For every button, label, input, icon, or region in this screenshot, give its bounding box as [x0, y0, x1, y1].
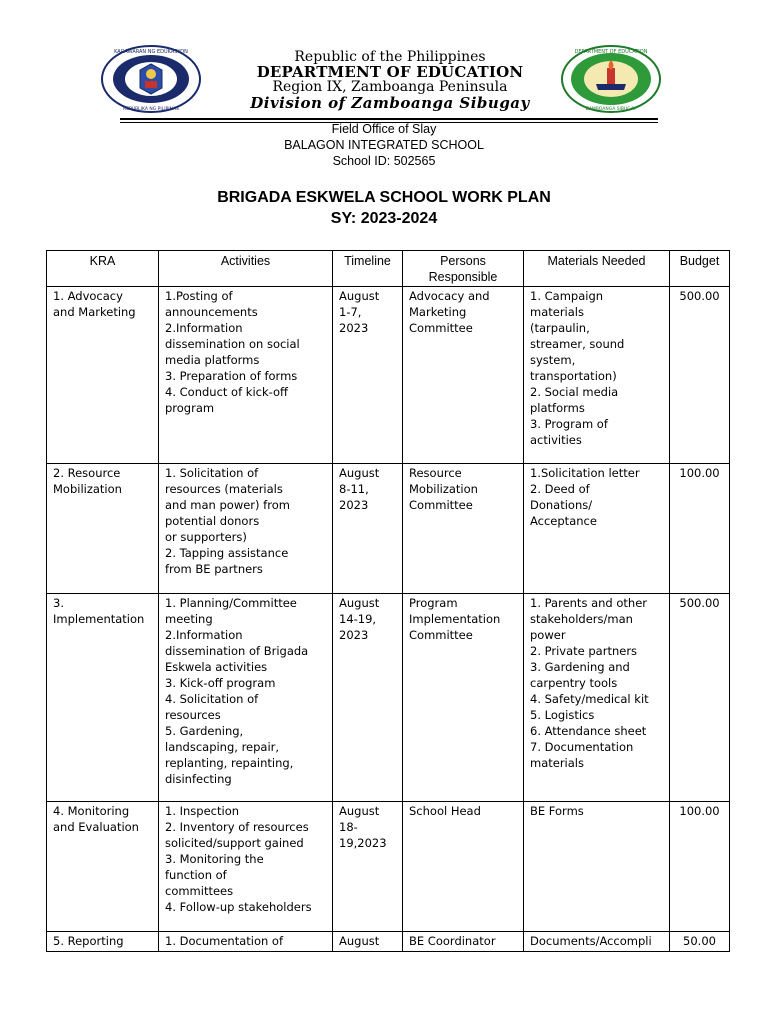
cell-line: materials	[530, 756, 584, 770]
cell-line: August	[339, 934, 380, 948]
materials-cell	[524, 287, 670, 464]
cell-line: 2023	[339, 498, 369, 512]
cell-line: Donations/	[530, 498, 593, 512]
cell-line: 2. Resource	[53, 466, 121, 480]
division-line: Division of Zamboanga Sibugay	[250, 94, 530, 112]
cell-line: 4. Monitoring	[53, 804, 130, 818]
cell-line: resources (materials	[165, 482, 283, 496]
cell-line: Program	[409, 596, 458, 610]
republic-line: Republic of the Philippines	[294, 49, 486, 65]
plan-school-year: SY: 2023-2024	[330, 210, 438, 227]
cell-line: replanting, repainting,	[165, 756, 294, 770]
work-plan-table	[46, 250, 730, 952]
cell-line: 1. Advocacy	[53, 289, 123, 303]
cell-line: August	[339, 596, 380, 610]
header-budget: Budget	[670, 251, 730, 287]
cell-line: from BE partners	[165, 562, 263, 576]
plan-title-main: BRIGADA ESKWELA SCHOOL WORK PLAN	[217, 189, 551, 206]
cell-line: August	[339, 804, 380, 818]
cell-line: 2. Tapping assistance	[165, 546, 289, 560]
cell-line: 1. Planning/Committee	[165, 596, 297, 610]
persons-cell	[403, 594, 524, 802]
cell-line: 1. Parents and other	[530, 596, 648, 610]
cell-line: 1.Posting of	[165, 289, 233, 303]
persons-cell	[403, 287, 524, 464]
materials-cell	[524, 802, 670, 932]
cell-line: or supporters)	[165, 530, 247, 544]
cell-line: BE Coordinator	[409, 934, 496, 948]
cell-line: Documents/Accompli	[530, 934, 652, 948]
budget-cell: 500.00	[670, 287, 730, 464]
cell-line: 2. Inventory of resources	[165, 820, 309, 834]
svg-text:ZAMBOANGA SIBUGAY: ZAMBOANGA SIBUGAY	[585, 107, 637, 112]
cell-line: materials	[530, 305, 584, 319]
materials-cell	[524, 594, 670, 802]
cell-line: function of	[165, 868, 227, 882]
cell-line: resources	[165, 708, 221, 722]
cell-line: 8-11,	[339, 482, 369, 496]
budget-cell: 50.00	[670, 932, 730, 952]
cell-line: 2023	[339, 321, 369, 335]
cell-line: Mobilization	[409, 482, 478, 496]
cell-line: Eskwela activities	[165, 660, 268, 674]
activities-cell	[159, 802, 333, 932]
header-timeline: Timeline	[333, 251, 403, 287]
cell-line: August	[339, 466, 380, 480]
cell-line: 2.Information	[165, 628, 243, 642]
cell-line: 1. Solicitation of	[165, 466, 259, 480]
cell-line: 19,2023	[339, 836, 387, 850]
cell-line: 1.Solicitation letter	[530, 466, 640, 480]
table-row	[47, 932, 730, 952]
deped-seal-logo	[100, 44, 202, 114]
cell-line: Resource	[409, 466, 462, 480]
cell-line: 7. Documentation	[530, 740, 634, 754]
cell-line: 5. Reporting	[53, 934, 124, 948]
cell-line: solicited/support gained	[165, 836, 304, 850]
letterhead	[200, 50, 580, 112]
cell-line: Committee	[409, 628, 473, 642]
school-id: School ID: 502565	[332, 154, 436, 168]
header-activities: Activities	[159, 251, 333, 287]
cell-line: 3. Kick-off program	[165, 676, 276, 690]
svg-text:REPUBLIKA NG PILIPINAS: REPUBLIKA NG PILIPINAS	[123, 107, 179, 112]
activities-cell	[159, 464, 333, 594]
cell-line: 1-7,	[339, 305, 362, 319]
cell-line: BE Forms	[530, 804, 584, 818]
cell-line: School Head	[409, 804, 481, 818]
budget-cell: 500.00	[670, 594, 730, 802]
cell-line: program	[165, 401, 215, 415]
kra-cell	[47, 594, 159, 802]
budget-cell: 100.00	[670, 464, 730, 594]
table-row	[47, 802, 730, 932]
cell-line: Acceptance	[530, 514, 597, 528]
kra-cell	[47, 802, 159, 932]
header-materials-needed: Materials Needed	[524, 251, 670, 287]
cell-line: 6. Attendance sheet	[530, 724, 647, 738]
persons-cell	[403, 932, 524, 952]
cell-line: committees	[165, 884, 234, 898]
activities-cell	[159, 594, 333, 802]
materials-cell	[524, 932, 670, 952]
materials-cell	[524, 464, 670, 594]
kra-cell	[47, 464, 159, 594]
svg-text:KAGAWARAN NG EDUKASYON: KAGAWARAN NG EDUKASYON	[114, 49, 188, 55]
header-divider	[120, 118, 658, 120]
table-row	[47, 464, 730, 594]
cell-line: Marketing	[409, 305, 467, 319]
cell-line: 5. Logistics	[530, 708, 595, 722]
cell-line: 1. Campaign	[530, 289, 604, 303]
cell-line: media platforms	[165, 353, 260, 367]
cell-line: and Marketing	[53, 305, 136, 319]
svg-text:DEPARTMENT OF EDUCATION: DEPARTMENT OF EDUCATION	[574, 49, 648, 55]
cell-line: potential donors	[165, 514, 260, 528]
plan-title	[0, 187, 768, 229]
cell-line: 2. Deed of	[530, 482, 590, 496]
school-info	[0, 121, 768, 169]
cell-line: carpentry tools	[530, 676, 618, 690]
kra-cell	[47, 932, 159, 952]
cell-line: 4. Conduct of kick-off	[165, 385, 288, 399]
cell-line: 4. Solicitation of	[165, 692, 259, 706]
cell-line: and man power) from	[165, 498, 290, 512]
kra-cell	[47, 287, 159, 464]
cell-line: Committee	[409, 321, 473, 335]
header-persons-responsible: Persons Responsible	[403, 251, 524, 287]
cell-line: 14-19,	[339, 612, 377, 626]
region-line: Region IX, Zamboanga Peninsula	[272, 79, 508, 95]
table-header-row	[47, 251, 730, 287]
cell-line: 4. Safety/medical kit	[530, 692, 649, 706]
cell-line: dissemination of Brigada	[165, 644, 309, 658]
cell-line: meeting	[165, 612, 213, 626]
field-office: Field Office of Slay	[331, 122, 437, 136]
persons-cell	[403, 802, 524, 932]
cell-line: 2023	[339, 628, 369, 642]
cell-line: 2. Social media	[530, 385, 619, 399]
cell-line: activities	[530, 433, 582, 447]
table-row	[47, 287, 730, 464]
cell-line: 3. Gardening and	[530, 660, 630, 674]
cell-line: and Evaluation	[53, 820, 139, 834]
table-body	[47, 287, 730, 952]
cell-line: Mobilization	[53, 482, 122, 496]
timeline-cell	[333, 287, 403, 464]
cell-line: 1. Documentation of	[165, 934, 284, 948]
cell-line: 5. Gardening,	[165, 724, 244, 738]
cell-line: 4. Follow-up stakeholders	[165, 900, 312, 914]
timeline-cell	[333, 932, 403, 952]
cell-line: Implementation	[53, 612, 145, 626]
cell-line: 2. Private partners	[530, 644, 638, 658]
cell-line: Advocacy and	[409, 289, 490, 303]
cell-line: transportation)	[530, 369, 617, 383]
timeline-cell	[333, 464, 403, 594]
table-row	[47, 594, 730, 802]
cell-line: landscaping, repair,	[165, 740, 280, 754]
activities-cell	[159, 932, 333, 952]
timeline-cell	[333, 594, 403, 802]
timeline-cell	[333, 802, 403, 932]
department-line: DEPARTMENT OF EDUCATION	[256, 63, 524, 81]
cell-line: (tarpaulin,	[530, 321, 590, 335]
cell-line: 3. Program of	[530, 417, 608, 431]
cell-line: stakeholders/man	[530, 612, 633, 626]
cell-line: platforms	[530, 401, 585, 415]
header-kra: KRA	[47, 251, 159, 287]
cell-line: 2.Information	[165, 321, 243, 335]
cell-line: streamer, sound	[530, 337, 625, 351]
cell-line: 18-	[339, 820, 358, 834]
school-name: BALAGON INTEGRATED SCHOOL	[284, 138, 484, 152]
cell-line: Implementation	[409, 612, 501, 626]
cell-line: dissemination on social	[165, 337, 300, 351]
cell-line: 1. Inspection	[165, 804, 240, 818]
cell-line: disinfecting	[165, 772, 232, 786]
cell-line: system,	[530, 353, 576, 367]
cell-line: 3. Monitoring the	[165, 852, 264, 866]
activities-cell	[159, 287, 333, 464]
cell-line: 3. Preparation of forms	[165, 369, 298, 383]
cell-line: 3.	[53, 596, 64, 610]
persons-cell	[403, 464, 524, 594]
budget-cell: 100.00	[670, 802, 730, 932]
cell-line: August	[339, 289, 380, 303]
cell-line: power	[530, 628, 566, 642]
cell-line: announcements	[165, 305, 258, 319]
cell-line: Committee	[409, 498, 473, 512]
